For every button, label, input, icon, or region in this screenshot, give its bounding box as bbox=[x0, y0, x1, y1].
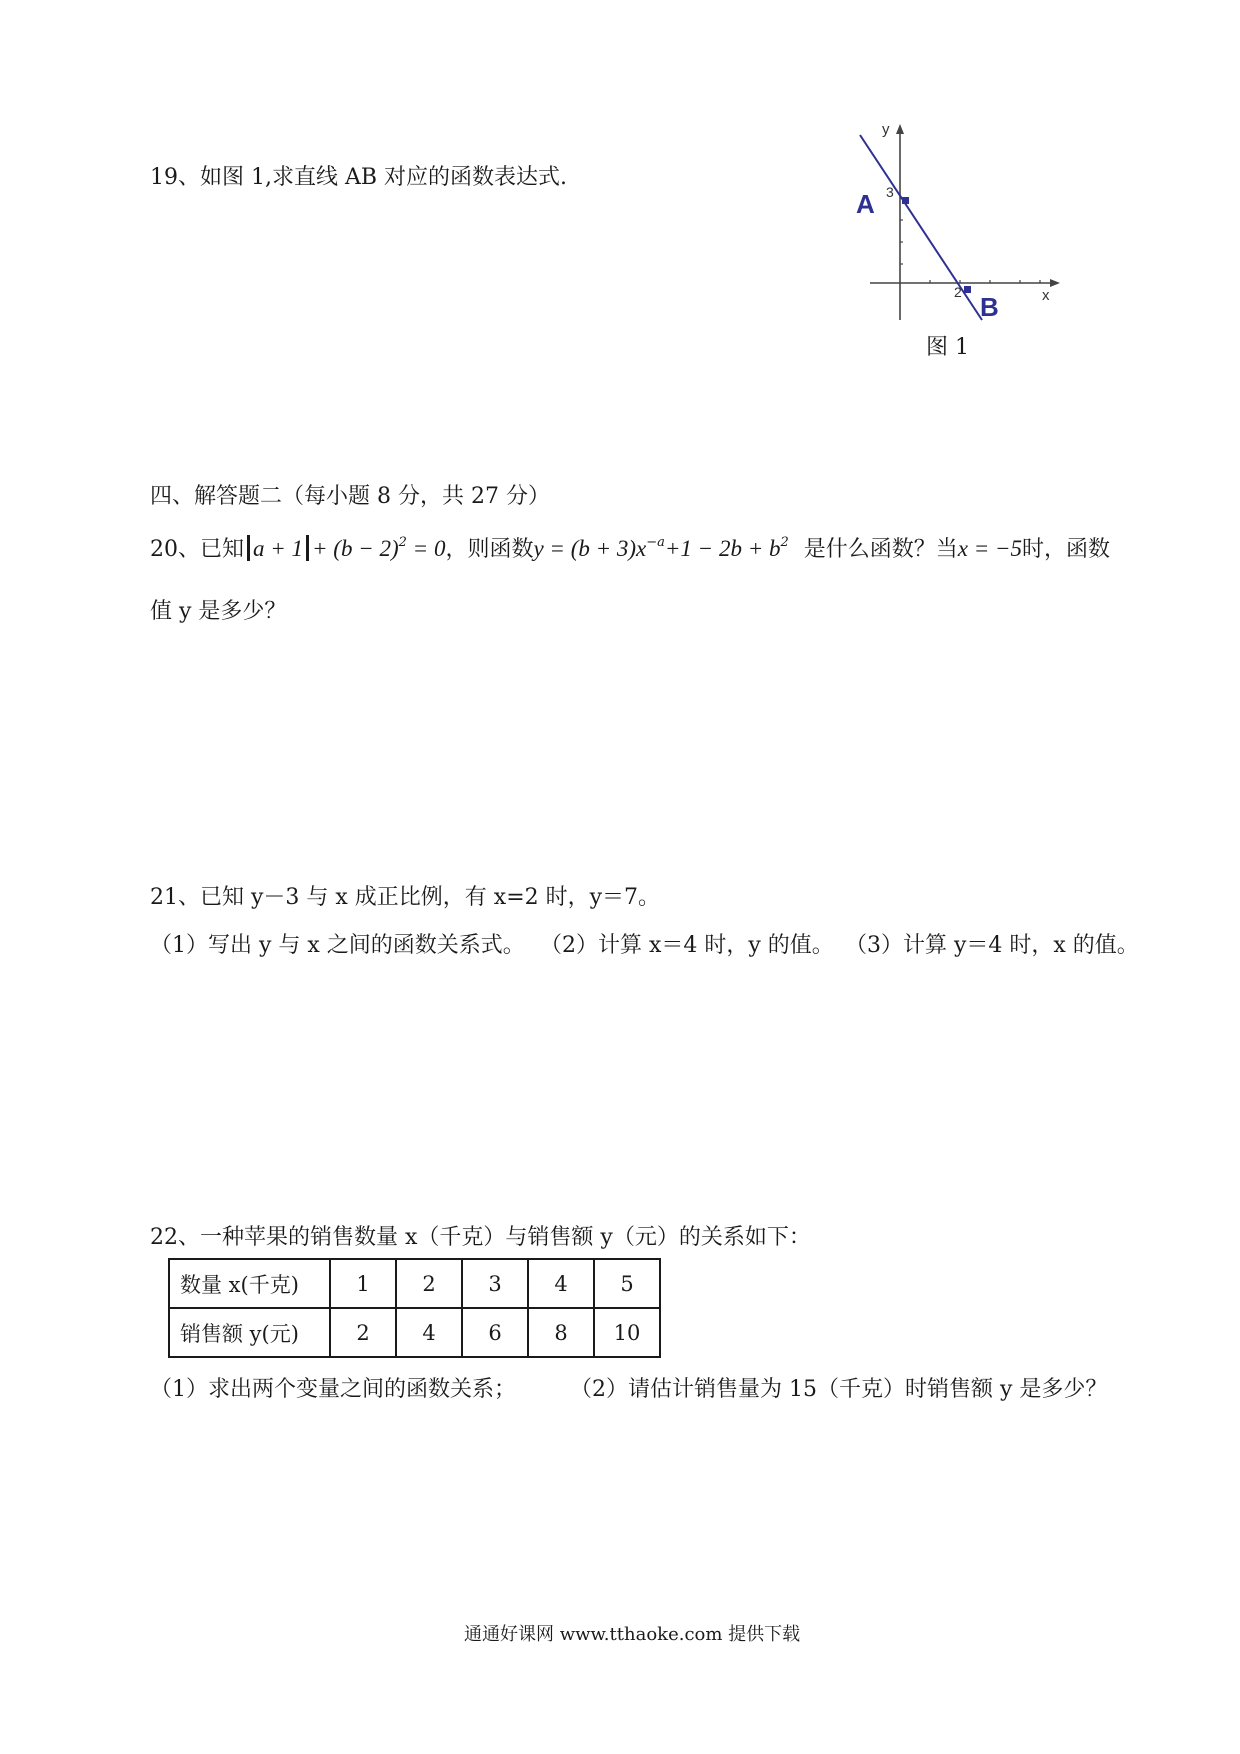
table-cell: 1 bbox=[330, 1259, 396, 1308]
q20-cond-exponent: 2 bbox=[398, 535, 407, 550]
q20-func-rest: +1 − 2b + b bbox=[664, 536, 781, 561]
figure-1-caption: 图 1 bbox=[926, 335, 969, 360]
footer-text: 通通好课网 www.tthaoke.com 提供下载 bbox=[464, 1624, 801, 1645]
point-a-label: A bbox=[856, 189, 875, 219]
table-row-header-sales: 销售额 y(元) bbox=[169, 1308, 330, 1357]
section-4-title: 四、解答题二（每小题 8 分，共 27 分） bbox=[150, 484, 550, 509]
question-19-text: 19、如图 1,求直线 AB 对应的函数表达式. bbox=[150, 165, 568, 190]
tick-x-2: 2 bbox=[954, 284, 962, 300]
point-a-marker bbox=[902, 197, 909, 204]
q20-prefix: 20、已知 bbox=[150, 537, 244, 562]
question-20-line-1 bbox=[150, 532, 1110, 563]
x-axis-arrow-icon bbox=[1050, 279, 1060, 287]
table-cell: 3 bbox=[462, 1259, 528, 1308]
table-row bbox=[169, 1259, 660, 1308]
q20-func-exponent: −a bbox=[646, 535, 665, 550]
question-20-line-2: 值 y 是多少？ bbox=[150, 599, 287, 624]
table-cell: 4 bbox=[528, 1259, 594, 1308]
table-cell: 10 bbox=[594, 1308, 660, 1357]
q20-question: 是什么函数？当 bbox=[803, 537, 958, 562]
abs-bar-left bbox=[247, 535, 250, 561]
point-b-label: B bbox=[980, 292, 999, 322]
y-axis-arrow-icon bbox=[896, 124, 904, 134]
axis-y-label: y bbox=[882, 121, 890, 138]
q20-x-value: x = −5 bbox=[957, 536, 1023, 561]
table-row-header-quantity: 数量 x(千克) bbox=[169, 1259, 330, 1308]
table-cell: 4 bbox=[396, 1308, 462, 1357]
q20-func-exponent-2: 2 bbox=[780, 535, 789, 550]
q20-cond-eq: = 0 bbox=[406, 536, 446, 561]
question-22-sub-2: （2）请估计销售量为 15（千克）时销售额 y 是多少？ bbox=[570, 1377, 1108, 1402]
q20-cond-rest: + (b − 2) bbox=[312, 536, 399, 561]
tick-y-3: 3 bbox=[886, 184, 894, 200]
line-ab bbox=[860, 135, 982, 320]
q20-abs-expr: a + 1 bbox=[253, 536, 304, 561]
table-cell: 6 bbox=[462, 1308, 528, 1357]
point-b-marker bbox=[964, 286, 971, 293]
question-21-sub-2: （2）计算 x＝4 时，y 的值。 bbox=[540, 933, 834, 958]
q20-tail: 时，函数 bbox=[1022, 537, 1111, 562]
abs-bar-right bbox=[306, 535, 309, 561]
table-cell: 5 bbox=[594, 1259, 660, 1308]
question-21-sub-3: （3）计算 y＝4 时，x 的值。 bbox=[845, 933, 1139, 958]
q20-func-start: y = (b + 3)x bbox=[533, 536, 647, 561]
table-cell: 2 bbox=[330, 1308, 396, 1357]
question-22-text: 22、一种苹果的销售数量 x（千克）与销售额 y（元）的关系如下： bbox=[150, 1225, 811, 1250]
table-cell: 8 bbox=[528, 1308, 594, 1357]
q20-mid: ，则函数 bbox=[445, 537, 534, 562]
question-22-sub-1: （1）求出两个变量之间的函数关系； bbox=[150, 1377, 516, 1402]
question-21-text: 21、已知 y－3 与 x 成正比例，有 x=2 时，y＝7。 bbox=[150, 885, 661, 910]
axis-x-label: x bbox=[1042, 287, 1050, 304]
sales-table bbox=[168, 1258, 661, 1358]
table-cell: 2 bbox=[396, 1259, 462, 1308]
table-row bbox=[169, 1308, 660, 1357]
question-21-sub-1: （1）写出 y 与 x 之间的函数关系式。 bbox=[150, 933, 525, 958]
